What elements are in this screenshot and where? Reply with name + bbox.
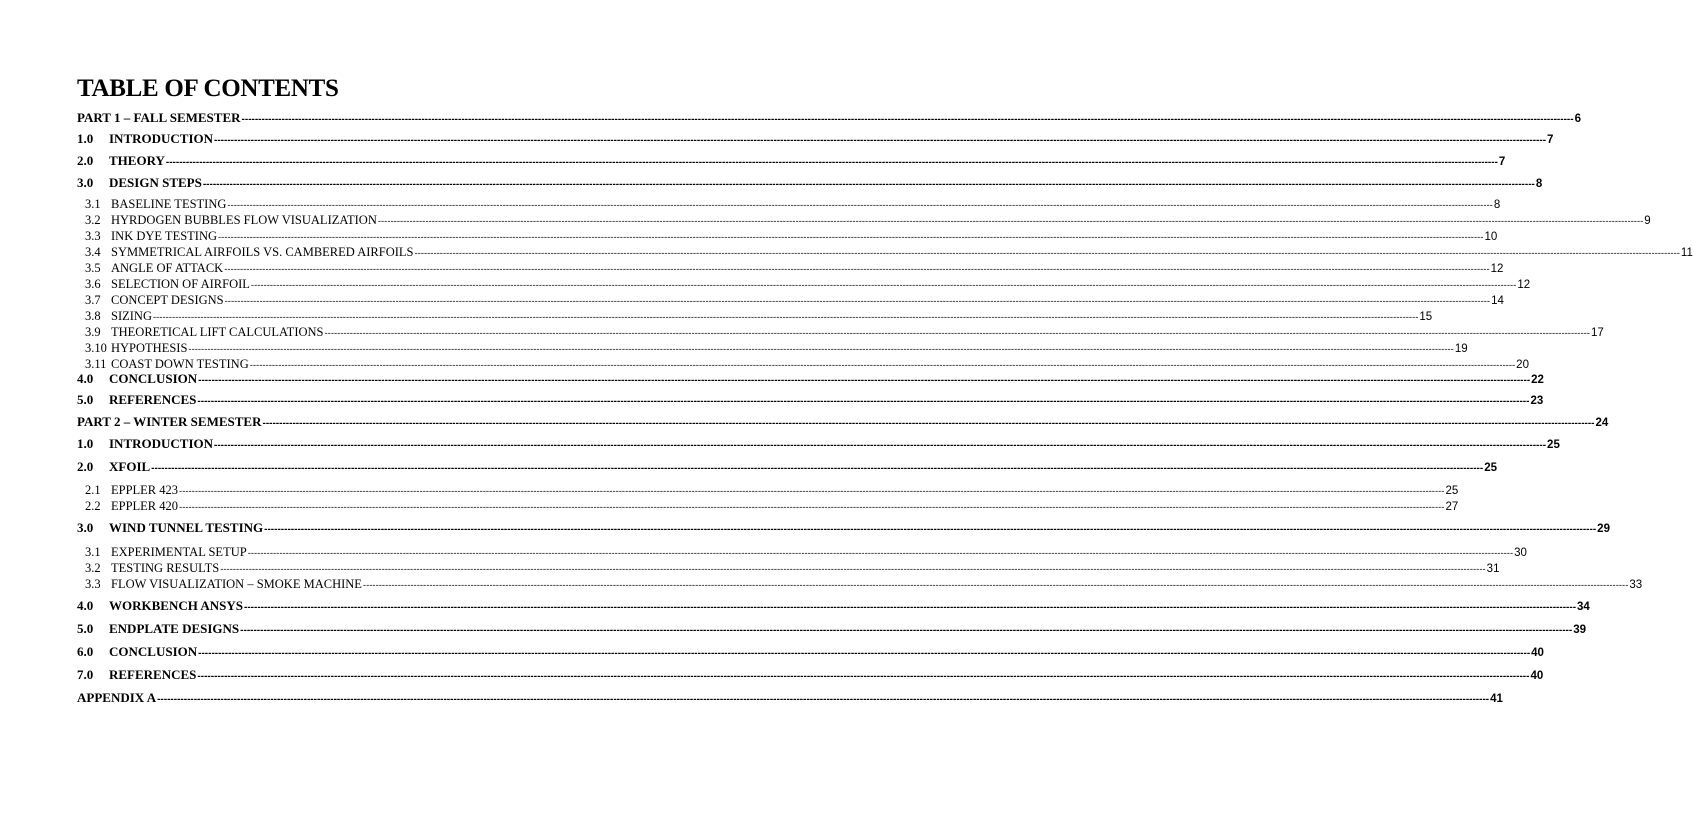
toc-entry[interactable] xyxy=(77,212,1651,228)
toc-dot-leader: ---------------------------------------------------------------------------------------------------------------------------------------------------------------------------------------------------------------------------------------------------------------------------------------------------------------------------------------------------------------------------------------------------------------- xyxy=(197,396,1530,407)
toc-entry-page-number: 17 xyxy=(1590,327,1604,339)
toc-entry[interactable] xyxy=(77,308,1433,324)
toc-dot-leader: ---------------------------------------------------------------------------------------------------------------------------------------------------------------------------------------------------------------------------------------------------------------------------------------------------------------------------------------------------------------------------------------------------------------- xyxy=(244,602,1577,613)
toc-dot-leader: ---------------------------------------------------------------------------------------------------------------------------------------------------------------------------------------------------------------------------------------------------------------------------------------------------------------------------------------------------------------------------------------------------------------- xyxy=(179,486,1445,497)
toc-entry-number: 5.0 xyxy=(77,621,94,636)
toc-entry-label: ENDPLATE DESIGNS xyxy=(109,621,240,636)
toc-entry[interactable] xyxy=(77,436,1560,452)
toc-entry-label: REFERENCES xyxy=(109,667,197,682)
toc-entry-label: INTRODUCTION xyxy=(109,131,214,146)
toc-entry-label: THEORETICAL LIFT CALCULATIONS xyxy=(111,325,324,339)
toc-dot-leader: ---------------------------------------------------------------------------------------------------------------------------------------------------------------------------------------------------------------------------------------------------------------------------------------------------------------------------------------------------------------------------------------------------------------- xyxy=(179,502,1445,513)
toc-entry-label: XFOIL xyxy=(109,459,151,474)
toc-entry-number: 3.3 xyxy=(85,577,101,591)
toc-dot-leader: ---------------------------------------------------------------------------------------------------------------------------------------------------------------------------------------------------------------------------------------------------------------------------------------------------------------------------------------------------------------------------------------------------------------- xyxy=(224,264,1490,275)
toc-entry[interactable] xyxy=(77,560,1500,576)
toc-entry-page-number: 15 xyxy=(1419,311,1433,323)
toc-entry-page-number: 33 xyxy=(1629,579,1643,591)
toc-entry-label: SYMMETRICAL AIRFOILS VS. CAMBERED AIRFOILS xyxy=(111,245,414,259)
toc-entry-page-number: 41 xyxy=(1490,693,1503,705)
toc-entry-label: EXPERIMENTAL SETUP xyxy=(111,545,247,559)
toc-dot-leader: ---------------------------------------------------------------------------------------------------------------------------------------------------------------------------------------------------------------------------------------------------------------------------------------------------------------------------------------------------------------------------------------------------------------- xyxy=(188,344,1454,355)
toc-entry-page-number: 9 xyxy=(1644,215,1651,227)
toc-entry[interactable] xyxy=(77,276,1531,292)
toc-entry-number: 7.0 xyxy=(77,667,94,682)
toc-entry[interactable] xyxy=(77,621,1586,637)
toc-entry-number: 1.0 xyxy=(77,436,94,451)
toc-dot-leader: ---------------------------------------------------------------------------------------------------------------------------------------------------------------------------------------------------------------------------------------------------------------------------------------------------------------------------------------------------------------------------------------------------------------- xyxy=(227,200,1493,211)
toc-entry-label: REFERENCES xyxy=(109,392,197,407)
toc-entry-page-number: 40 xyxy=(1531,647,1544,659)
toc-entry[interactable] xyxy=(77,690,1503,706)
toc-dot-leader: ---------------------------------------------------------------------------------------------------------------------------------------------------------------------------------------------------------------------------------------------------------------------------------------------------------------------------------------------------------------------------------------------------------------- xyxy=(198,375,1531,386)
toc-entry-label: EPPLER 420 xyxy=(111,499,179,513)
toc-entry-label: ANGLE OF ATTACK xyxy=(111,261,224,275)
toc-entry-label: THEORY xyxy=(109,153,165,168)
toc-dot-leader: ---------------------------------------------------------------------------------------------------------------------------------------------------------------------------------------------------------------------------------------------------------------------------------------------------------------------------------------------------------------------------------------------------------------- xyxy=(152,312,1419,323)
toc-entry[interactable] xyxy=(77,520,1610,536)
toc-entry-label: SIZING xyxy=(111,309,152,323)
toc-entry[interactable] xyxy=(77,459,1497,475)
toc-entry-page-number: 25 xyxy=(1484,462,1497,474)
toc-dot-leader: ---------------------------------------------------------------------------------------------------------------------------------------------------------------------------------------------------------------------------------------------------------------------------------------------------------------------------------------------------------------------------------------------------------------- xyxy=(214,440,1547,451)
toc-entry[interactable] xyxy=(77,340,1468,356)
toc-entry-number: 3.6 xyxy=(85,277,101,291)
toc-entry[interactable] xyxy=(77,392,1544,408)
toc-entry-page-number: 12 xyxy=(1517,279,1531,291)
toc-entry-number: 6.0 xyxy=(77,644,94,659)
toc-entry-number: 3.2 xyxy=(85,213,101,227)
toc-dot-leader: ---------------------------------------------------------------------------------------------------------------------------------------------------------------------------------------------------------------------------------------------------------------------------------------------------------------------------------------------------------------------------------------------------------------- xyxy=(264,524,1597,535)
toc-entry-label: FLOW VISUALIZATION – SMOKE MACHINE xyxy=(111,577,362,591)
toc-entry-label: DESIGN STEPS xyxy=(109,175,202,190)
toc-entry[interactable] xyxy=(77,414,1609,430)
toc-dot-leader: ---------------------------------------------------------------------------------------------------------------------------------------------------------------------------------------------------------------------------------------------------------------------------------------------------------------------------------------------------------------------------------------------------------------- xyxy=(224,296,1491,307)
toc-entry-number: 3.1 xyxy=(85,197,101,211)
toc-entry-label: SELECTION OF AIRFOIL xyxy=(111,277,250,291)
toc-dot-leader: ---------------------------------------------------------------------------------------------------------------------------------------------------------------------------------------------------------------------------------------------------------------------------------------------------------------------------------------------------------------------------------------------------------------- xyxy=(362,580,1629,591)
toc-entry-page-number: 6 xyxy=(1574,113,1581,125)
toc-entry-label: COAST DOWN TESTING xyxy=(111,357,249,371)
toc-dot-leader: ---------------------------------------------------------------------------------------------------------------------------------------------------------------------------------------------------------------------------------------------------------------------------------------------------------------------------------------------------------------------------------------------------------------- xyxy=(214,135,1547,146)
toc-entry-number: 4.0 xyxy=(77,598,94,613)
toc-entry-number: 3.10 xyxy=(85,341,107,355)
toc-entry-number: 3.3 xyxy=(85,229,101,243)
toc-entry-page-number: 40 xyxy=(1530,670,1544,682)
toc-entry[interactable] xyxy=(77,482,1459,498)
toc-entry-number: 3.1 xyxy=(85,545,101,559)
toc-entry-label: WORKBENCH ANSYS xyxy=(109,598,243,613)
toc-entry-label: INTRODUCTION xyxy=(109,436,214,451)
toc-entry-label: TESTING RESULTS xyxy=(111,561,220,575)
toc-entry-number: 2.2 xyxy=(85,499,101,513)
toc-dot-leader: ---------------------------------------------------------------------------------------------------------------------------------------------------------------------------------------------------------------------------------------------------------------------------------------------------------------------------------------------------------------------------------------------------------------- xyxy=(241,114,1574,125)
toc-entry-label: BASELINE TESTING xyxy=(111,197,227,211)
toc-title: TABLE OF CONTENTS xyxy=(77,75,339,102)
toc-entry[interactable] xyxy=(77,644,1544,660)
toc-dot-leader: ---------------------------------------------------------------------------------------------------------------------------------------------------------------------------------------------------------------------------------------------------------------------------------------------------------------------------------------------------------------------------------------------------------------- xyxy=(220,564,1486,575)
toc-entry[interactable] xyxy=(77,244,1693,260)
toc-entry-label: HYPOTHESIS xyxy=(111,341,188,355)
toc-entry-label: PART 1 – FALL SEMESTER xyxy=(77,110,241,125)
toc-entry-page-number: 7 xyxy=(1498,156,1506,168)
toc-entry-number: 2.0 xyxy=(77,459,94,474)
toc-entry-label: CONCEPT DESIGNS xyxy=(111,293,224,307)
toc-entry[interactable] xyxy=(77,576,1643,592)
toc-entry-number: 5.0 xyxy=(77,392,94,407)
toc-entry-number: 4.0 xyxy=(77,371,94,386)
toc-dot-leader: ---------------------------------------------------------------------------------------------------------------------------------------------------------------------------------------------------------------------------------------------------------------------------------------------------------------------------------------------------------------------------------------------------------------- xyxy=(157,694,1490,705)
toc-entry-page-number: 22 xyxy=(1531,374,1544,386)
toc-dot-leader: ---------------------------------------------------------------------------------------------------------------------------------------------------------------------------------------------------------------------------------------------------------------------------------------------------------------------------------------------------------------------------------------------------------------- xyxy=(249,360,1516,371)
toc-dot-leader: ---------------------------------------------------------------------------------------------------------------------------------------------------------------------------------------------------------------------------------------------------------------------------------------------------------------------------------------------------------------------------------------------------------------- xyxy=(240,625,1573,636)
toc-entry[interactable] xyxy=(77,498,1459,514)
toc-entry-page-number: 27 xyxy=(1445,501,1459,513)
toc-dot-leader: ---------------------------------------------------------------------------------------------------------------------------------------------------------------------------------------------------------------------------------------------------------------------------------------------------------------------------------------------------------------------------------------------------------------- xyxy=(165,157,1498,168)
toc-dot-leader: ---------------------------------------------------------------------------------------------------------------------------------------------------------------------------------------------------------------------------------------------------------------------------------------------------------------------------------------------------------------------------------------------------------------- xyxy=(198,648,1531,659)
toc-entry-number: 3.8 xyxy=(85,309,101,323)
toc-entry[interactable] xyxy=(77,175,1543,191)
toc-dot-leader: ---------------------------------------------------------------------------------------------------------------------------------------------------------------------------------------------------------------------------------------------------------------------------------------------------------------------------------------------------------------------------------------------------------------- xyxy=(414,248,1680,259)
toc-entry-page-number: 25 xyxy=(1445,485,1459,497)
toc-entry[interactable] xyxy=(77,110,1581,126)
toc-dot-leader: ---------------------------------------------------------------------------------------------------------------------------------------------------------------------------------------------------------------------------------------------------------------------------------------------------------------------------------------------------------------------------------------------------------------- xyxy=(324,328,1590,339)
toc-entry-page-number: 30 xyxy=(1514,547,1527,559)
toc-entry[interactable] xyxy=(77,260,1504,276)
toc-entry-page-number: 29 xyxy=(1597,523,1610,535)
toc-entry-page-number: 31 xyxy=(1486,563,1500,575)
toc-dot-leader: ---------------------------------------------------------------------------------------------------------------------------------------------------------------------------------------------------------------------------------------------------------------------------------------------------------------------------------------------------------------------------------------------------------------- xyxy=(377,216,1644,227)
toc-entry-label: PART 2 – WINTER SEMESTER xyxy=(77,414,262,429)
toc-entry-page-number: 24 xyxy=(1595,417,1609,429)
toc-entry-label: CONCLUSION xyxy=(109,644,198,659)
toc-entry[interactable] xyxy=(77,324,1604,340)
toc-dot-leader: ---------------------------------------------------------------------------------------------------------------------------------------------------------------------------------------------------------------------------------------------------------------------------------------------------------------------------------------------------------------------------------------------------------------- xyxy=(218,232,1484,243)
toc-entry[interactable] xyxy=(77,598,1590,614)
toc-entry-number: 3.4 xyxy=(85,245,101,259)
toc-dot-leader: ---------------------------------------------------------------------------------------------------------------------------------------------------------------------------------------------------------------------------------------------------------------------------------------------------------------------------------------------------------------------------------------------------------------- xyxy=(262,418,1595,429)
toc-entry-number: 3.9 xyxy=(85,325,101,339)
toc-entry[interactable] xyxy=(77,228,1498,244)
toc-entry-page-number: 8 xyxy=(1493,199,1501,211)
toc-entry-page-number: 19 xyxy=(1454,343,1468,355)
toc-entry-label: HYRDOGEN BUBBLES FLOW VISUALIZATION xyxy=(111,213,377,227)
toc-entry-number: 2.1 xyxy=(85,483,101,497)
toc-entry[interactable] xyxy=(77,196,1501,212)
toc-entry-number: 3.5 xyxy=(85,261,101,275)
toc-entry-label: EPPLER 423 xyxy=(111,483,179,497)
toc-dot-leader: ---------------------------------------------------------------------------------------------------------------------------------------------------------------------------------------------------------------------------------------------------------------------------------------------------------------------------------------------------------------------------------------------------------------- xyxy=(197,671,1530,682)
toc-entry[interactable] xyxy=(77,153,1506,169)
toc-entry[interactable] xyxy=(77,371,1544,387)
toc-entry[interactable] xyxy=(77,544,1527,560)
toc-entry[interactable] xyxy=(77,131,1554,147)
toc-entry-number: 1.0 xyxy=(77,131,94,146)
toc-entry-page-number: 12 xyxy=(1490,263,1504,275)
toc-entry-page-number: 11 xyxy=(1680,247,1693,259)
toc-entry-label: CONCLUSION xyxy=(109,371,198,386)
toc-entry-number: 3.2 xyxy=(85,561,101,575)
toc-dot-leader: ---------------------------------------------------------------------------------------------------------------------------------------------------------------------------------------------------------------------------------------------------------------------------------------------------------------------------------------------------------------------------------------------------------------- xyxy=(250,280,1517,291)
toc-entry-label: WIND TUNNEL TESTING xyxy=(109,520,264,535)
toc-entry[interactable] xyxy=(77,356,1529,372)
toc-entry-page-number: 10 xyxy=(1484,231,1498,243)
toc-dot-leader: ---------------------------------------------------------------------------------------------------------------------------------------------------------------------------------------------------------------------------------------------------------------------------------------------------------------------------------------------------------------------------------------------------------------- xyxy=(202,179,1535,190)
toc-entry-page-number: 23 xyxy=(1530,395,1544,407)
toc-entry-label: INK DYE TESTING xyxy=(111,229,218,243)
toc-entry[interactable] xyxy=(77,292,1504,308)
toc-entry-page-number: 25 xyxy=(1547,439,1560,451)
toc-entry-page-number: 7 xyxy=(1547,134,1554,146)
toc-dot-leader: ---------------------------------------------------------------------------------------------------------------------------------------------------------------------------------------------------------------------------------------------------------------------------------------------------------------------------------------------------------------------------------------------------------------- xyxy=(247,548,1514,559)
toc-entry-page-number: 34 xyxy=(1577,601,1590,613)
toc-entry-number: 3.0 xyxy=(77,175,94,190)
toc-entry[interactable] xyxy=(77,667,1544,683)
toc-entry-page-number: 39 xyxy=(1573,624,1586,636)
toc-entry-number: 3.11 xyxy=(85,357,107,371)
toc-entry-page-number: 8 xyxy=(1535,178,1543,190)
toc-entry-page-number: 14 xyxy=(1491,295,1504,307)
toc-entry-number: 3.0 xyxy=(77,520,94,535)
toc-entry-number: 3.7 xyxy=(85,293,101,307)
toc-dot-leader: ---------------------------------------------------------------------------------------------------------------------------------------------------------------------------------------------------------------------------------------------------------------------------------------------------------------------------------------------------------------------------------------------------------------- xyxy=(151,463,1484,474)
toc-entry-number: 2.0 xyxy=(77,153,94,168)
toc-entry-page-number: 20 xyxy=(1516,359,1529,371)
toc-entry-label: APPENDIX A xyxy=(77,690,157,705)
